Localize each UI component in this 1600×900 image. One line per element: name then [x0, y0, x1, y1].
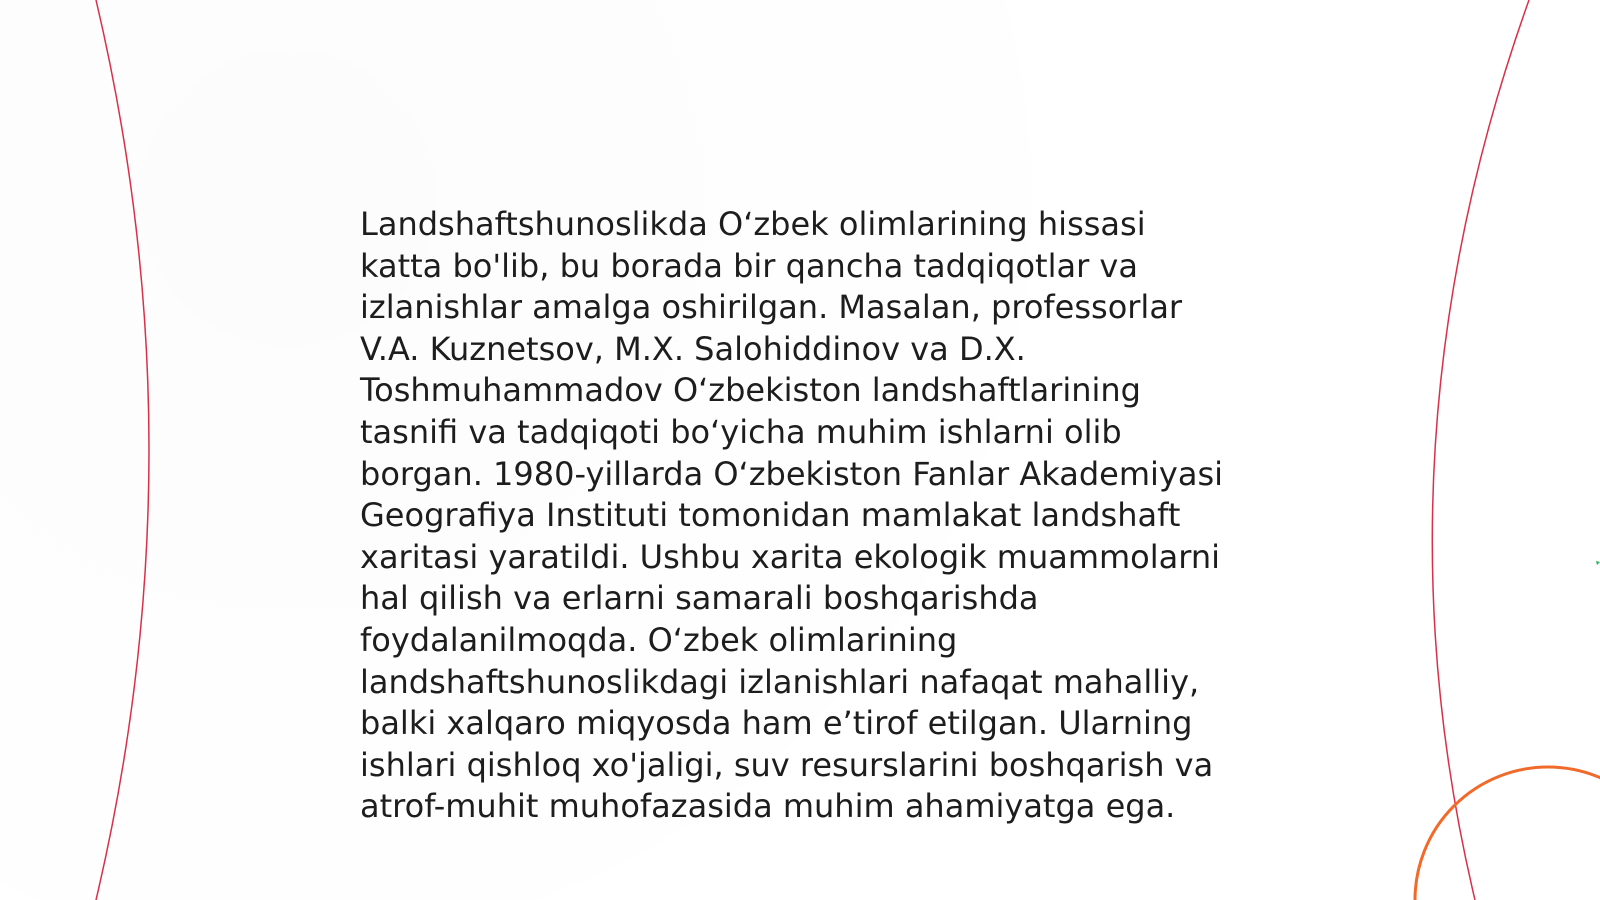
green-accent-mark: [1596, 561, 1600, 565]
right-curve-line: [1432, 0, 1529, 900]
orange-circle-outline: [1415, 767, 1600, 900]
left-curve-line: [96, 0, 149, 900]
body-text: Landshaftshunoslikda O‘zbek olimlarining hissasi katta bo'lib, bu borada bir qancha tadqiqotlar va izlanishlar amalga oshirilgan. Masalan, professorlar V.A. Kuznetsov, M.X. Salohiddinov va D.X. Toshmuhammadov O‘zbekiston landshaftlarining tasnifi va tadqiqoti bo‘yicha muhim ishlarni olib borgan. 1980-yillarda O‘zbekiston Fanlar Akademiyasi Geografiya Instituti tomonidan mamlakat landshaft xaritasi yaratildi. Ushbu xarita ekologik muammolarni hal qilish va erlarni samarali boshqarishda foydalanilmoqda. O‘zbek olimlarining landshaftshunoslikdagi izlanishlari nafaqat mahalliy, balki xalqaro miqyosda ham e’tirof etilgan. Ularning ishlari qishloq xo'jaligi, suv resurslarini boshqarish va atrof-muhit muhofazasida muhim ahamiyatga ega.: [360, 205, 1224, 826]
